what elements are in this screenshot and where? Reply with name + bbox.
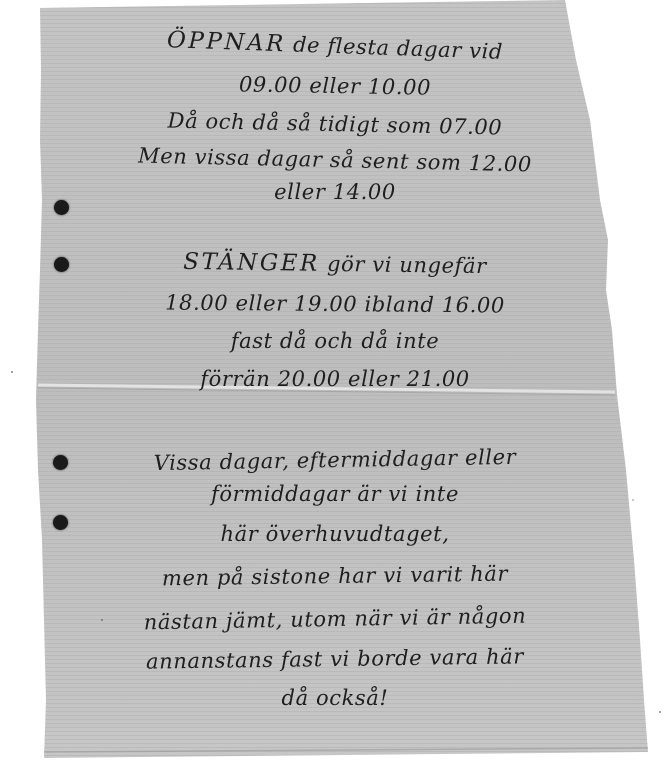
note-text: Men vissa dagar så sent som 12.00 [137,143,533,177]
note-text: fast då och då inte [230,329,440,353]
note-line [40,480,630,508]
note-text: 09.00 eller 10.00 [238,72,432,100]
note-line [40,178,630,206]
note-line [40,287,630,320]
note-line [40,327,630,355]
note-text: förmiddagar är vi inte [211,482,459,506]
note-text: de flesta dagar vid [285,32,504,64]
note-text: då också! [281,686,389,710]
note-line [40,520,630,548]
note-text: eller 14.00 [274,180,396,204]
note-text: men på sistone har vi varit här [161,561,509,591]
note-text: förrän 20.00 eller 21.00 [200,367,470,391]
note-text: 18.00 eller 19.00 ibland 16.00 [165,290,505,318]
note-text: annanstans fast vi borde vara här [145,644,525,674]
closing-heading: STÄNGER [183,248,320,277]
note-text: Vissa dagar, eftermiddagar eller [153,444,517,476]
note-text: Då och då så tidigt som 07.00 [167,108,503,140]
note-line [40,684,630,712]
note-text: nästan jämt, utom när vi är någon [143,603,527,635]
opening-heading: ÖPPNAR [166,27,287,58]
note-line [40,365,630,393]
note-text: här överhuvudtaget, [220,522,450,546]
note-text: gör vi ungefär [319,251,487,279]
